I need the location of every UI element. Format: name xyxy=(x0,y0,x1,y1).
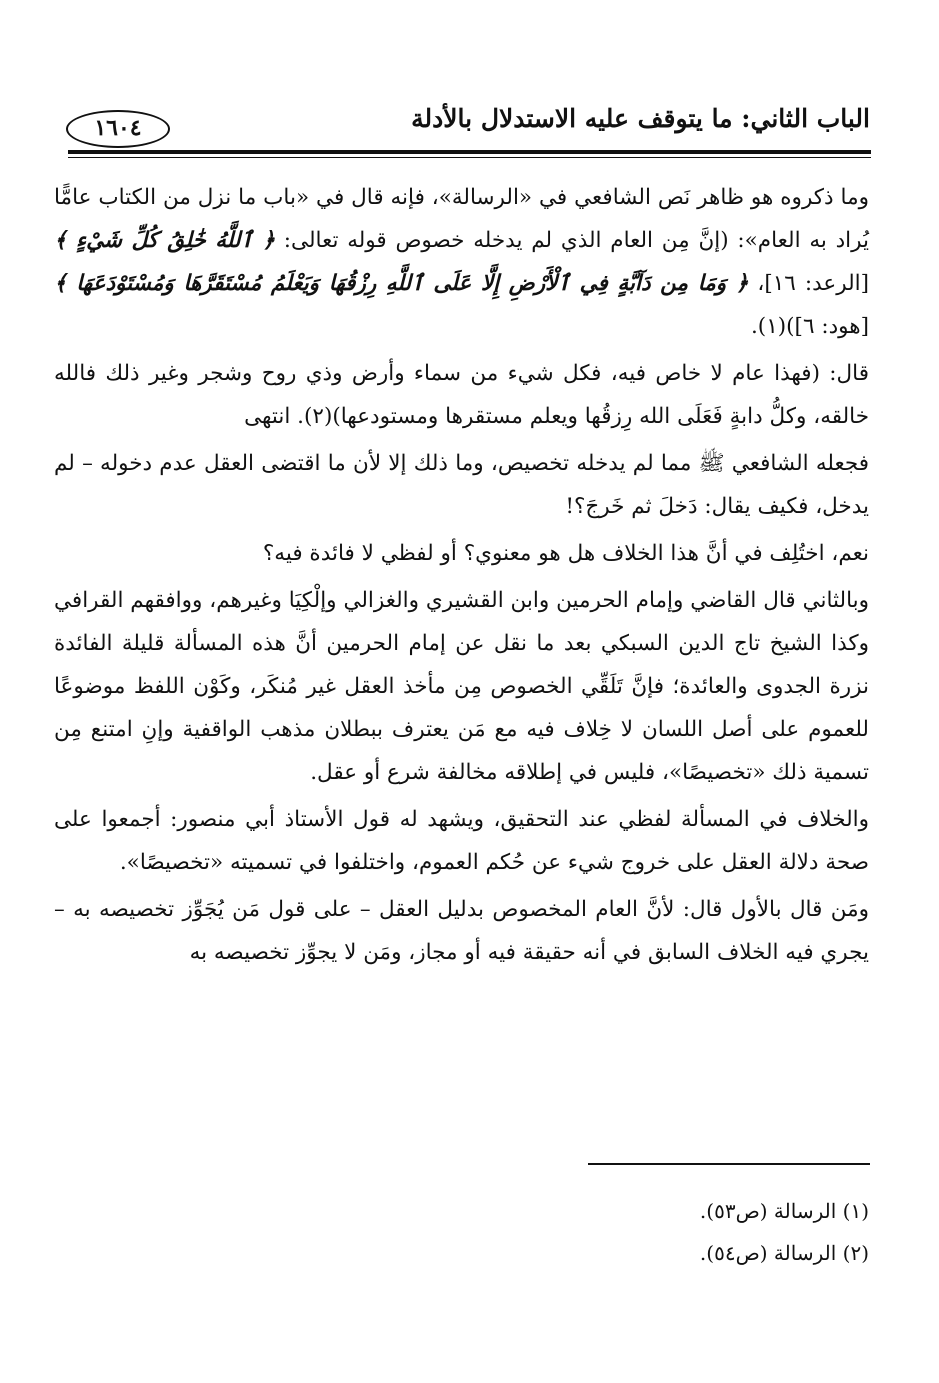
footnote-separator xyxy=(588,1163,870,1165)
page-header xyxy=(60,100,870,148)
quran-verse-1: ﴿ ٱللَّهُ خَٰلِقُ كُلِّ شَيْءٍ ﴾ xyxy=(54,228,276,253)
paragraph-6: والخلاف في المسألة لفظي عند التحقيق، ويشهد له قول الأستاذ أبي منصور: أجمعوا على صحة دلالة العقل على خروج شيء عن حُكم العموم، واختلفوا في تسميته «تخصيصًا». xyxy=(54,807,869,875)
footnotes xyxy=(54,1190,869,1274)
page-number: ١٦٠٤ xyxy=(66,110,170,148)
paragraph-1-text: وما ذكروه هو ظاهر نَص الشافعي في «الرسالة»، فإنه قال في «باب ما نزل من الكتاب عامًّا يُراد به العام»: (إنَّ مِن العام الذي لم يدخله خصوص قوله تعالى: xyxy=(54,185,869,253)
quran-verse-2: ﴿ وَمَا مِن دَآبَّةٍ فِي ٱلْأَرْضِ إِلَّا عَلَى ٱللَّهِ رِزْقُهَا وَيَعْلَمُ مُسْتَقَرَّهَا وَمُسْتَوْدَعَهَا ﴾ xyxy=(54,271,749,296)
paragraph-5: وبالثاني قال القاضي وإمام الحرمين وابن القشيري والغزالي وإلْكِيَا وغيرهم، ووافقهم القرافي وكذا الشيخ تاج الدين السبكي بعد ما نقل عن إمام الحرمين أنَّ هذه المسألة قليلة الفائدة نزرة الجدوى والعائدة؛ فإنَّ تَلَقِّي الخصوص مِن مأخذ العقل غير مُنكَر، وكَوْن اللفظ موضوعًا للعموم على أصل اللسان لا خِلاف فيه مع مَن يعترف ببطلان مذهب الواقفية وإنِ امتنع مِن تسمية ذلك «تخصيصًا»، فليس في إطلاقه مخالفة شرع أو عقل. xyxy=(54,588,869,785)
footnote-1: (١) الرسالة (ص٥٣). xyxy=(699,1199,869,1223)
paragraph-3: فجعله الشافعي ﷺ مما لم يدخله تخصيص، وما ذلك إلا لأن ما اقتضى العقل عدم دخوله – لم يدخل، فكيف يقال: دَخلَ ثم خَرجَ؟! xyxy=(54,451,869,519)
header-rule-thin xyxy=(68,157,871,158)
footnote-2: (٢) الرسالة (ص٥٤). xyxy=(699,1241,869,1265)
paragraph-4: نعم، اختُلِف في أنَّ هذا الخلاف هل هو معنوي؟ أو لفظي لا فائدة فيه؟ xyxy=(262,541,869,566)
header-rule xyxy=(68,150,871,154)
paragraph-2: قال: (فهذا عام لا خاص فيه، فكل شيء من سماء وأرض وذي روح وشجر وغير ذلك فالله خالقه، وكلُّ دابةٍ فَعَلَى الله رِزقُها ويعلم مستقرها ومستودعها)(٢). انتهى xyxy=(54,361,869,429)
verse-reference-1: [الرعد: ١٦]، xyxy=(748,271,869,296)
main-text xyxy=(54,176,869,978)
paragraph-1 xyxy=(54,176,869,348)
paragraph-7: ومَن قال بالأول قال: لأنَّ العام المخصوص بدليل العقل – على قول مَن يُجَوِّز تخصيصه به – يجري فيه الخلاف السابق في أنه حقيقة فيه أو مجاز، ومَن لا يجوِّز تخصيصه به xyxy=(54,897,869,965)
verse-reference-2: [هود: ٦])(١). xyxy=(750,314,869,339)
running-title: الباب الثاني: ما يتوقف عليه الاستدلال بالأدلة xyxy=(411,104,870,133)
